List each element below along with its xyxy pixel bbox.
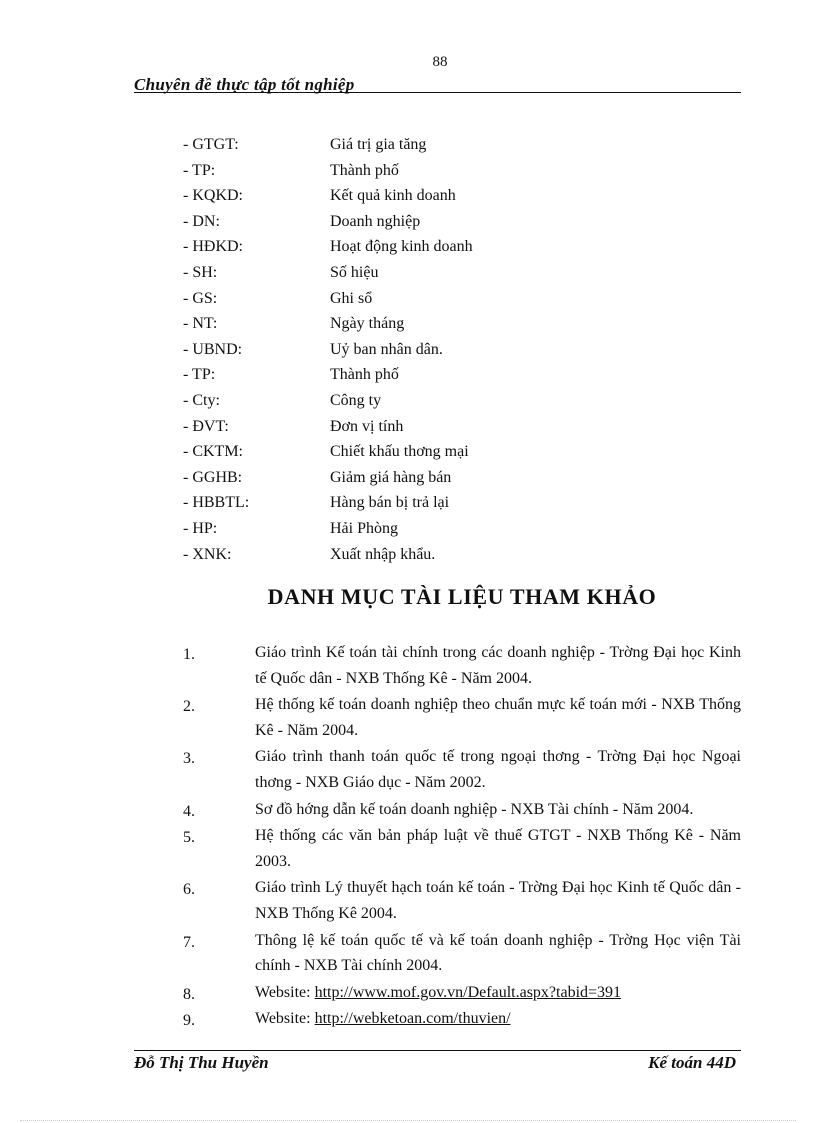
abbreviation-value: Hoạt động kinh doanh [330,238,473,256]
reference-number: 6. [183,881,195,899]
reference-number: 7. [183,933,195,951]
abbreviation-key: - DN: [183,212,220,230]
abbreviation-value: Ghi sổ [330,289,373,307]
abbreviation-value: Giảm giá hàng bán [330,468,452,486]
page-number: 88 [432,54,448,70]
abbreviation-value: Xuất nhập khẩu. [330,545,436,563]
abbreviation-row [183,234,603,260]
abbreviation-value: Đơn vị tính [330,417,404,435]
abbreviation-value: Chiết khấu thơng mại [330,443,469,461]
footer-class: Kế toán 44D [648,1053,736,1072]
abbreviation-key: - GTGT: [183,136,239,153]
website-link[interactable]: http://www.mof.gov.vn/Default.aspx?tabid=391 [314,983,622,1001]
abbreviation-value: Thành phố [330,161,399,179]
abbreviation-key: - CKTM: [183,443,243,461]
abbreviation-row [183,414,603,440]
abbreviation-row [183,388,603,414]
abbreviation-key: - TP: [183,161,216,179]
abbreviation-row [183,542,603,568]
abbreviation-row [183,311,603,337]
abbreviation-key: - ĐVT: [183,417,229,435]
header-divider [134,92,741,93]
website-label: Website: [255,983,315,1001]
abbreviation-value: Hàng bán bị trả lại [330,494,450,512]
reference-number: 8. [183,985,195,1003]
reference-text: Hệ thống kế toán doanh nghiệp theo chuẩn mực kế toán mới - NXB Thống Kê - Năm 2004. [255,696,741,739]
reference-text: Giáo trình Kế toán tài chính trong các doanh nghiệp - Trờng Đại học Kinh tế Quốc dân - NXB Thống Kê - Năm 2004. [255,644,741,687]
reference-number: 2. [183,698,195,716]
abbreviation-row [183,439,603,465]
reference-number: 1. [183,646,195,663]
abbreviation-value: Uỷ ban nhân dân. [330,340,443,358]
abbreviation-key: - NT: [183,315,218,333]
abbreviation-row [183,158,603,184]
reference-text: Hệ thống các văn bản pháp luật về thuế GTGT - NXB Thống Kê - Năm 2003. [255,827,741,870]
abbreviation-key: - GGHB: [183,468,243,486]
reference-item [183,640,741,691]
abbreviation-value: Kết quả kinh doanh [330,187,456,205]
reference-item [183,692,741,743]
reference-text: Giáo trình thanh toán quốc tế trong ngoại thơng - Trờng Đại học Ngoại thơng - NXB Giáo dục - Năm 2002. [255,748,741,791]
abbreviation-key: - Cty: [183,391,220,409]
page-bottom-border [20,1120,796,1121]
reference-text: Sơ đồ hớng dẫn kế toán doanh nghiệp - NXB Tài chính - Năm 2004. [255,800,694,818]
abbreviation-value: Công ty [330,391,382,409]
website-link[interactable]: http://webketoan.com/thuvien/ [314,1010,511,1028]
reference-number: 5. [183,829,195,847]
abbreviation-value: Thành phố [330,366,399,384]
references-title: DANH MỤC TÀI LIỆU THAM KHẢO [267,584,657,609]
abbreviation-row [183,286,603,312]
reference-item [183,744,741,795]
abbreviation-row [183,132,603,158]
abbreviation-key: - SH: [183,263,218,281]
website-label: Website: [255,1010,315,1028]
reference-item [183,875,741,926]
abbreviation-key: - HĐKD: [183,238,243,256]
abbreviation-key: - XNK: [183,545,232,563]
reference-item [183,928,741,979]
header-title: Chuyên đề thực tập tốt nghiệp [134,75,355,94]
footer-author: Đỗ Thị Thu Huyền [134,1053,269,1072]
abbreviation-row [183,516,603,542]
reference-text: Thông lệ kế toán quốc tế và kế toán doanh nghiệp - Trờng Học viện Tài chính - NXB Tài chính 2004. [255,931,741,975]
abbreviation-key: - UBND: [183,340,243,358]
abbreviation-row [183,183,603,209]
reference-number: 3. [183,750,195,768]
abbreviation-value: Giá trị gia tăng [330,136,427,153]
abbreviation-row [183,209,603,235]
abbreviation-value: Ngày tháng [330,315,405,333]
reference-number: 4. [183,802,195,820]
reference-number: 9. [183,1012,195,1030]
reference-item [183,1006,741,1032]
abbreviation-value: Hải Phòng [330,519,398,537]
abbreviation-row [183,490,603,516]
abbreviation-value: Doanh nghiệp [330,212,421,230]
abbreviation-row [183,465,603,491]
abbreviation-value: Số hiệu [330,263,379,281]
references-list [183,640,741,1033]
reference-item [183,980,741,1006]
reference-item [183,797,741,823]
abbreviation-key: - GS: [183,289,218,307]
abbreviation-key: - KQKD: [183,187,243,205]
footer-divider [134,1050,741,1051]
reference-text: Giáo trình Lý thuyết hạch toán kế toán - Trờng Đại học Kinh tế Quốc dân - NXB Thống Kê 2004. [255,879,741,922]
abbreviation-key: - HBBTL: [183,494,250,512]
abbreviation-key: - HP: [183,519,218,537]
abbreviation-row [183,362,603,388]
abbreviation-key: - TP: [183,366,216,384]
reference-item [183,823,741,874]
abbreviation-row [183,260,603,286]
abbreviation-row [183,337,603,363]
abbreviation-list [183,132,603,567]
